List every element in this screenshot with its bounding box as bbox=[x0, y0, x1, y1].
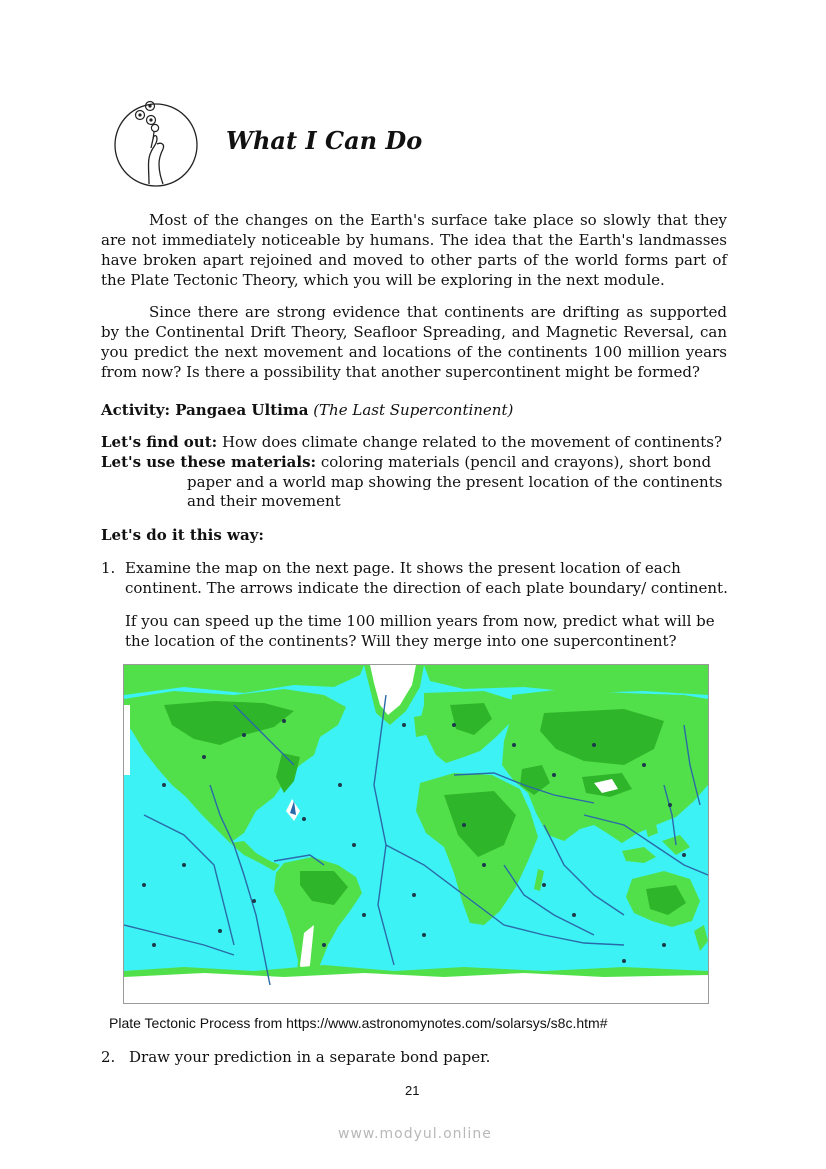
step-1-line-4: the location of the continents? Will they merge into one supercontinent? bbox=[125, 632, 677, 650]
step-1-line-3: If you can speed up the time 100 million years from now, predict what will be bbox=[125, 612, 715, 630]
find-out-text: How does climate change related to the movement of continents? bbox=[221, 433, 723, 451]
page-number: 21 bbox=[405, 1083, 420, 1098]
find-out-label: Let's find out: bbox=[101, 433, 218, 451]
materials-label: Let's use these materials: bbox=[101, 453, 317, 471]
step-2-text: Draw your prediction in a separate bond paper. bbox=[129, 1048, 491, 1066]
figure-caption: Plate Tectonic Process from https://www.astronomynotes.com/solarsys/s8c.htm# bbox=[109, 1015, 608, 1031]
section-title: What I Can Do bbox=[226, 126, 423, 155]
module-icon bbox=[113, 98, 199, 188]
step-2-number: 2. bbox=[101, 1048, 116, 1066]
activity-label: Activity: Pangaea Ultima bbox=[101, 401, 309, 419]
materials-text-1: coloring materials (pencil and crayons), short bond bbox=[320, 453, 712, 471]
materials-line bbox=[101, 452, 711, 472]
step-1-number: 1. bbox=[101, 559, 116, 577]
activity-subtitle: (The Last Supercontinent) bbox=[313, 401, 514, 419]
activity-heading bbox=[101, 400, 513, 420]
world-map-figure bbox=[123, 664, 709, 1004]
step-1-line-1: Examine the map on the next page. It shows the present location of each bbox=[125, 559, 681, 577]
materials-text-2: paper and a world map showing the present location of the continents bbox=[187, 473, 723, 491]
hand-holding-gears-icon bbox=[113, 98, 199, 188]
plate-tectonic-map bbox=[124, 665, 708, 1003]
step-1-line-2: continent. The arrows indicate the direction of each plate boundary/ continent. bbox=[125, 579, 728, 597]
find-out-line bbox=[101, 432, 722, 452]
materials-text-3: and their movement bbox=[187, 492, 341, 510]
intro-paragraph-2: Since there are strong evidence that continents are drifting as supported by the Continental Drift Theory, Seafloor Spreading, and Magnetic Reversal, can you predict the next movement and locations of the continents 100 million years from now? Is there a possibility that another supercontinent might be formed? bbox=[101, 303, 727, 381]
intro-paragraph-1: Most of the changes on the Earth's surface take place so slowly that they are not immediately noticeable by humans. The idea that the Earth's landmasses have broken apart rejoined and moved to other parts of the world forms part of the Plate Tectonic Theory, which you will be exploring in the next module. bbox=[101, 211, 727, 289]
watermark: www.modyul.online bbox=[338, 1126, 492, 1142]
procedure-heading: Let's do it this way: bbox=[101, 526, 264, 544]
